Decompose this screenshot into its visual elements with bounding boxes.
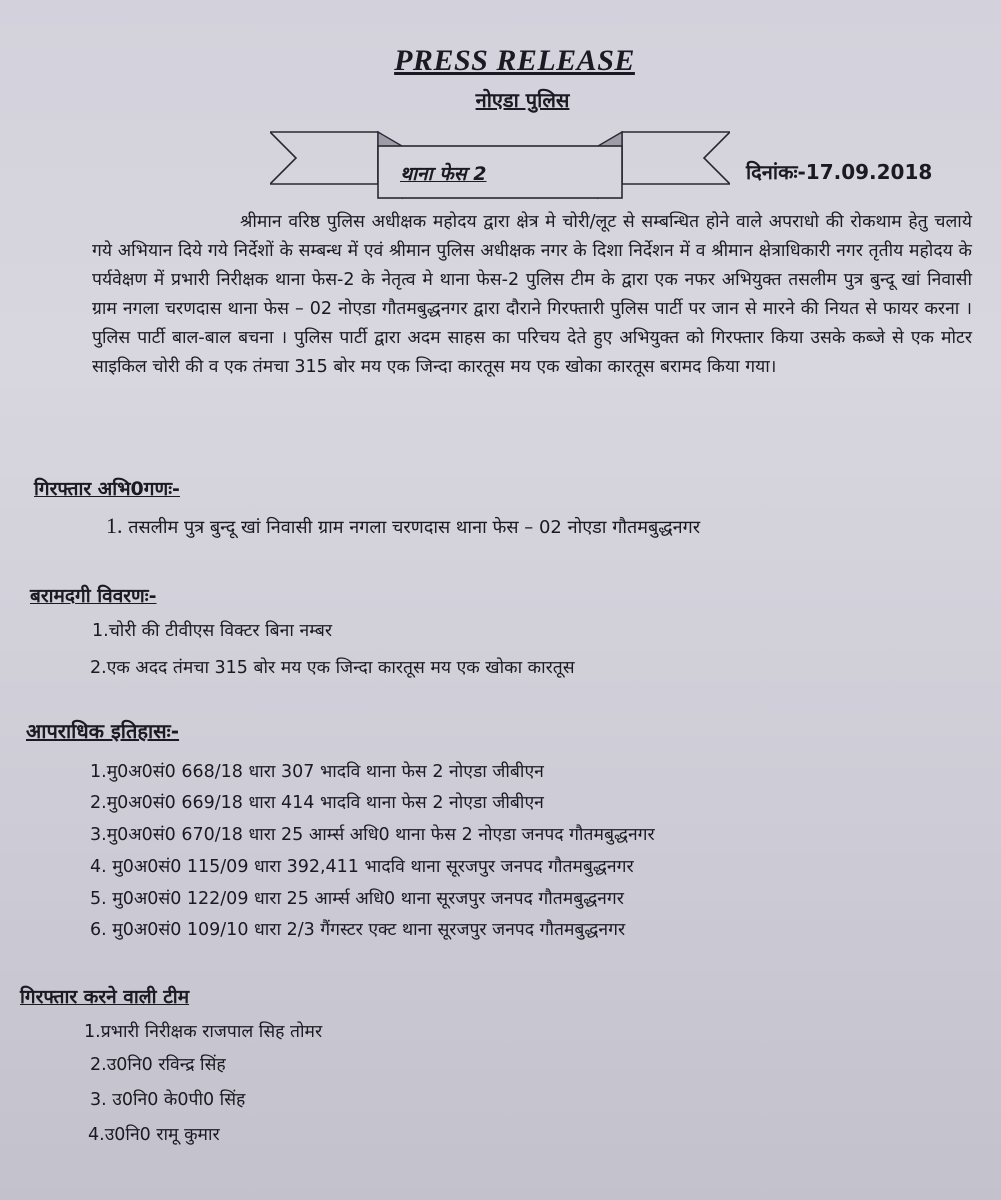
arrested-heading: गिरफ्तार अभि0गणः- (34, 478, 180, 500)
team-member: 3. उ0नि0 के0पी0 सिंह (90, 1090, 246, 1110)
body-paragraph: श्रीमान वरिष्ठ पुलिस अधीक्षक महोदय द्वारा क्षेत्र मे चोरी/लूट से सम्बन्धित होने वाले अपराधो की रोकथाम हेतु चलाये गये अभियान दिये गये निर्देशों के सम्बन्ध में एवं श्रीमान पुलिस अधीक्षक नगर के दिशा निर्देशन में व श्रीमान क्षेत्राधिकारी नगर तृतीय महोदय के पर्यवेक्षण में प्रभारी निरीक्षक थाना फेस-2 के नेतृत्व मे थाना फेस-2 पुलिस टीम के द्वारा एक नफर अभियुक्त तसलीम पुत्र बुन्दू खां निवासी ग्राम नगला चरणदास थाना फेस – 02 नोएडा गौतमबुद्धनगर द्वारा दौराने गिरफ्तारी पुलिस पार्टी पर जान से मारने की नियत से फायर करना । पुलिस पार्टी बाल-बाल बचना । पुलिस पार्टी द्वारा अदम साहस का परिचय देते हुए अभियुक्त को गिरफ्तार किया उसके कब्जे से एक मोटर साइकिल चोरी की व एक तंमचा 315 बोर मय एक जिन्दा कारतूस मय एक खोका कारतूस बरामद किया गया। (92, 212, 972, 377)
recovery-item: 1.चोरी की टीवीएस विक्टर बिना नम्बर (92, 621, 333, 641)
team-member: 1.प्रभारी निरीक्षक राजपाल सिह तोमर (84, 1022, 323, 1042)
history-item: 5. मु0अ0सं0 122/09 धारा 25 आर्म्स अधि0 थाना सूरजपुर जनपद गौतमबुद्धनगर (90, 889, 624, 909)
recovery-item: 2.एक अदद तंमचा 315 बोर मय एक जिन्दा कारतूस मय एक खोका कारतूस (90, 658, 575, 678)
arrested-item (106, 513, 700, 539)
document-subtitle: नोएडा पुलिस (475, 88, 570, 112)
ribbon-banner (270, 122, 730, 210)
criminal-history-heading: आपराधिक इतिहासः- (26, 719, 180, 743)
history-item: 6. मु0अ0सं0 109/10 धारा 2/3 गैंगस्टर एक्ट थाना सूरजपुर जनपद गौतमबुद्धनगर (90, 920, 626, 940)
recovery-heading: बरामदगी विवरणः- (30, 585, 157, 607)
history-item: 4. मु0अ0सं0 115/09 धारा 392,411 भादवि थाना सूरजपुर जनपद गौतमबुद्धनगर (90, 857, 634, 877)
team-member: 2.उ0नि0 रविन्द्र सिंह (90, 1055, 226, 1075)
police-station-label: थाना फेस 2 (400, 163, 487, 185)
release-date: दिनांकः-17.09.2018 (746, 160, 933, 184)
document-title: PRESS RELEASE (394, 44, 635, 77)
history-item: 1.मु0अ0सं0 668/18 धारा 307 भादवि थाना फेस 2 नोएडा जीबीएन (90, 762, 544, 782)
history-item: 3.मु0अ0सं0 670/18 धारा 25 आर्म्स अधि0 थाना फेस 2 नोएडा जनपद गौतमबुद्धनगर (90, 825, 655, 845)
history-item: 2.मु0अ0सं0 669/18 धारा 414 भादवि थाना फेस 2 नोएडा जीबीएन (90, 793, 544, 813)
arrested-item-number: 1. (106, 513, 123, 538)
team-member: 4.उ0नि0 रामू कुमार (88, 1125, 220, 1145)
arrested-item-text: तसलीम पुत्र बुन्दू खां निवासी ग्राम नगला चरणदास थाना फेस – 02 नोएडा गौतमबुद्धनगर (128, 517, 701, 538)
arresting-team-heading: गिरफ्तार करने वाली टीम (20, 986, 190, 1008)
